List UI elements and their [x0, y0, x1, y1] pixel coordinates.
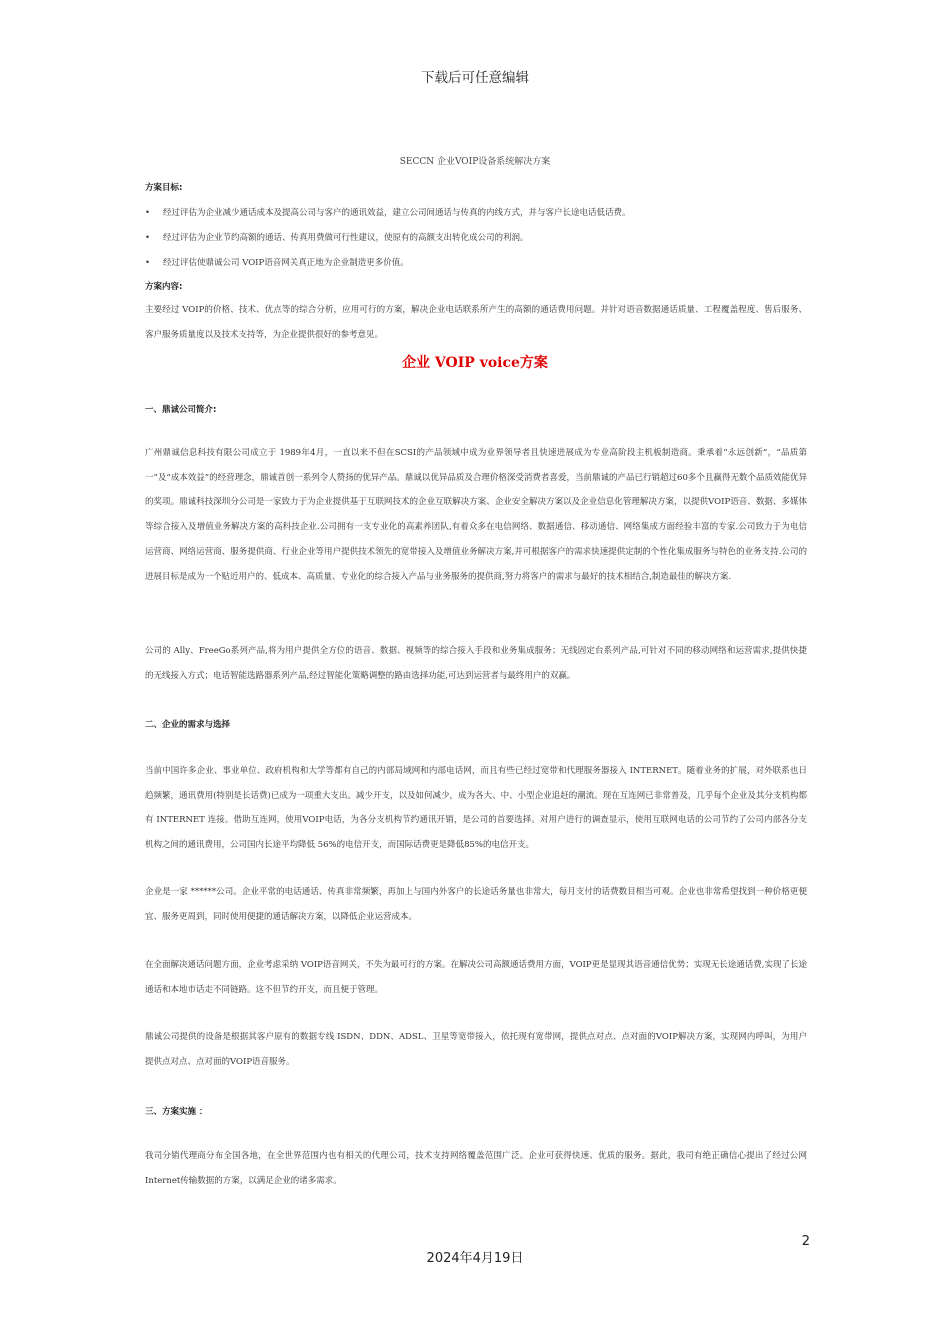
section-2-paragraph-2: 企业是一家 ******公司。企业平常的电话通话、传真非常频繁，再加上与国内外客户的长途话务量也非常大，每月支付的话费数目相当可观。企业也非常希望找到一种价格更便宜、服务更周到，同时使用便捷的通话解决方案，以降低企业运营成本。 — [145, 887, 807, 922]
document-title: SECCN 企业VOIP设备系统解决方案 — [399, 157, 551, 167]
footer-date: 2024年4月19日 — [426, 1251, 524, 1266]
content-label: 方案内容: — [145, 282, 183, 292]
section-1-title: 一、鼎诚公司简介: — [145, 405, 217, 415]
goal-item-1 — [145, 206, 805, 218]
section-2-title: 二、企业的需求与选择 — [145, 720, 231, 730]
section-heading-red: 企业 VOIP voice方案 — [402, 355, 548, 371]
goal-text: 经过评估为企业减少通话成本及提高公司与客户的通讯效益，建立公司间通话与传真的内线方式，并与客户长途电话低话费。 — [163, 208, 631, 218]
bullet-icon: • — [145, 233, 151, 243]
goal-text: 经过评估为企业节约高额的通话、传真用费做可行性建议，使原有的高额支出转化成公司的利润。 — [163, 233, 529, 243]
bullet-icon: • — [145, 258, 151, 268]
section-3-title: 三、方案实施 ： — [145, 1107, 208, 1117]
page-number: 2 — [801, 1234, 810, 1249]
section-3-paragraph-1: 我司分销代理商分布全国各地，在全世界范围内也有相关的代理公司，技术支持网络覆盖范围广泛。企业可获得快速、优质的服务。据此，我司有绝正确信心提出了经过公网 Internet传输数据的方案，以满足企业的诸多需求。 — [145, 1151, 807, 1186]
goal-label: 方案目标: — [145, 183, 183, 193]
goal-text: 经过评估使鼎诚公司 VOIP语音网关真正地为企业制造更多价值。 — [163, 258, 409, 268]
content-paragraph: 主要经过 VOIP的价格、技术、优点等的综合分析，应用可行的方案，解决企业电话联系所产生的高额的通话费用问题。并针对语音数据通话质量、工程覆盖程度、售后服务、客户服务质量度以及技术支持等，为企业提供很好的参考意见。 — [145, 305, 807, 340]
section-1-paragraph-1: 广州鼎诚信息科技有限公司成立于 1989年4月，一直以来不但在SCSI的产品领域中成为业界领导者且快速进展成为专业高阶段主机板制造商。秉承着“永远创新”，“品质第一”及“成本效益”的经营理念，鼎诚首创一系列令人赞扬的优异产品。鼎诚以优异品质及合理价格深受消费者喜爱，当前鼎诚的产品已行销超过60多个且赢得无数个品质效能优异的奖项。鼎诚科技深圳分公司是一家致力于为企业提供基于互联网技术的企业互联解决方案、企业安全解决方案以及企业信息化管理解决方案，以提供VOIP语音、数据、多媒体等综合接入及增值业务解决方案的高科技企业.公司拥有一支专业化的高素养团队,有着众多在电信网络、数据通信、移动通信、网络集成方面经验丰富的专家.公司致力于为电信运营商、网络运营商、服务提供商、行业企业等用户提供技术领先的宽带接入及增值业务解决方案,并可根据客户的需求快速提供定制的个性化集成服务与特色的业务支持.公司的进展目标是成为一个贴近用户的、低成本、高质量、专业化的综合接入产品与业务服务的提供商,努力将客户的需求与最好的技术相结合,制造最佳的解决方案. — [145, 448, 807, 582]
section-2-paragraph-1: 当前中国许多企业、事业单位、政府机构和大学等都有自己的内部局域网和内部电话网，而且有些已经过宽带和代理服务器接入 INTERNET。随着业务的扩展，对外联系也日趋频繁，通讯费用(特别是长话费)已成为一项重大支出。减少开支，以及如何减少，成为各大、中、小型企业追赶的潮流。现在互连网已非常普及，几乎每个企业及其分支机构都有 INTERNET 连接。借助互连网，使用VOIP电话，为各分支机构节约通讯开销，是公司的首要选择。对用户进行的调查显示，使用互联网电话的公司节约了公司内部各分支机构之间的通讯费用，公司国内长途平均降低 56%的电信开支，而国际话费更是降低85%的电信开支。 — [145, 766, 807, 851]
goal-item-2 — [145, 231, 805, 243]
section-2-paragraph-4: 鼎诚公司提供的设备是根据其客户原有的数据专线 ISDN、DDN、ADSL、卫星等宽带接入，依托现有宽带网，提供点对点、点对面的VOIP解决方案，实现网内呼叫，为用户提供点对点、点对面的VOIP语音服务。 — [145, 1032, 807, 1067]
section-1-paragraph-2: 公司的 Ally、FreeGo系列产品,将为用户提供全方位的语音、数据、视频等的综合接入手段和业务集成服务；无线固定台系列产品,可针对不同的移动网络和运营需求,提供快捷的无线接入方式；电话智能选路器系列产品,经过智能化策略调整的路由选择功能,可达到运营者与最终用户的双赢。 — [145, 646, 807, 681]
page-header: 下载后可任意编辑 — [421, 70, 529, 86]
goal-item-3 — [145, 256, 805, 268]
section-2-paragraph-3: 在全面解决通话问题方面，企业考虑采纳 VOIP语音网关，不失为最可行的方案。在解决公司高额通话费用方面，VOIP更是显现其语音通信优势；实现无长途通话费,实现了长途通话和本地市话走不同链路。这不但节约开支，而且便于管理。 — [145, 960, 807, 995]
bullet-icon: • — [145, 208, 151, 218]
